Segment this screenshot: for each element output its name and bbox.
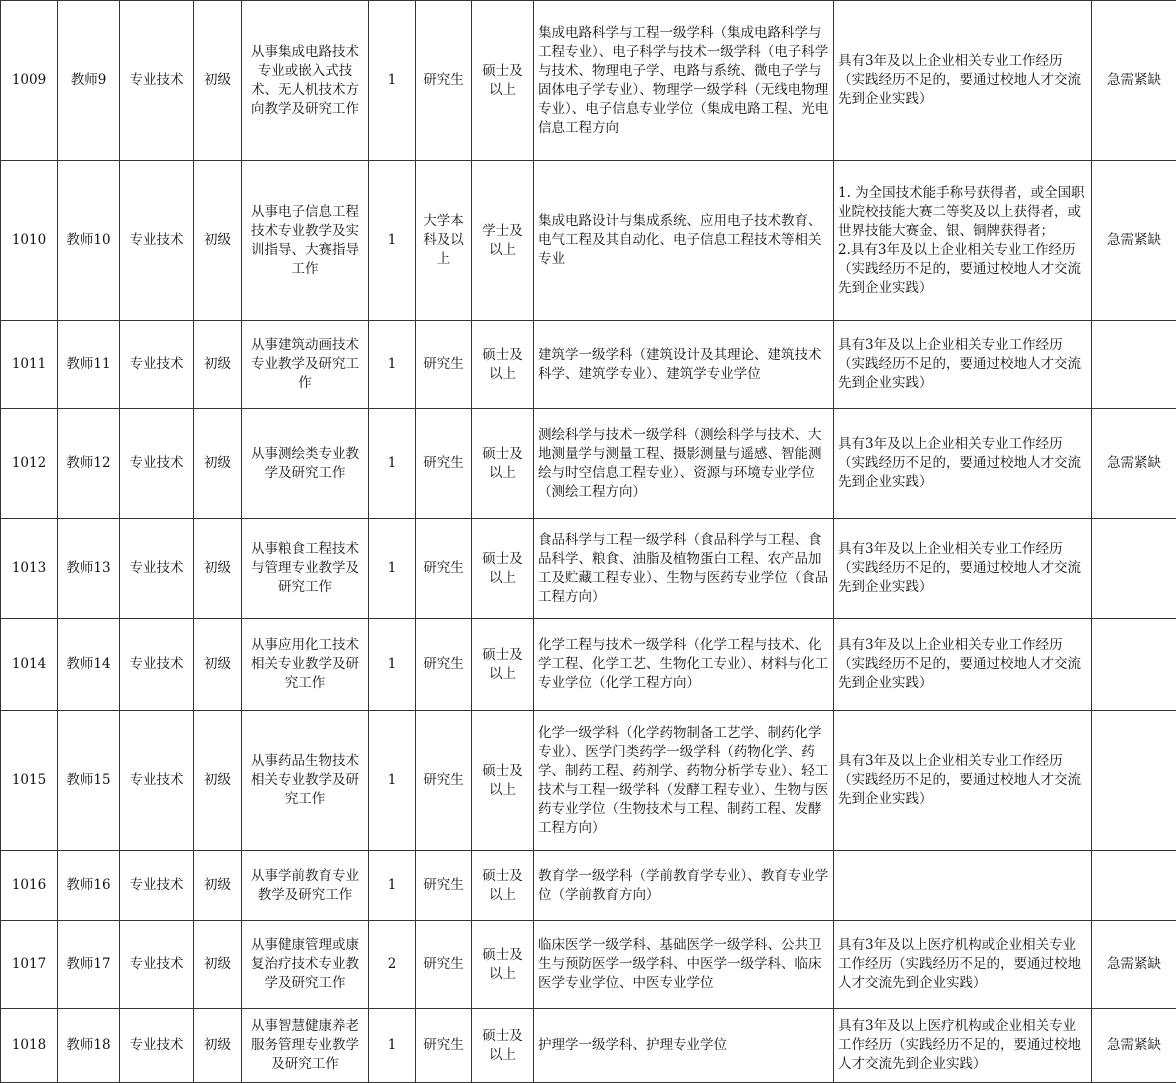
other-requirement: 具有3年及以上企业相关专业工作经历（实践经历不足的，要通过校地人才交流先到企业实践） [834, 1, 1092, 161]
position-category: 专业技术 [120, 851, 194, 921]
position-note [1092, 711, 1176, 851]
position-note: 急需紧缺 [1092, 161, 1176, 321]
degree-requirement: 硕士及以上 [472, 321, 534, 409]
other-requirement: 具有3年及以上企业相关专业工作经历（实践经历不足的，要通过校地人才交流先到企业实践） [834, 321, 1092, 409]
position-level: 初级 [194, 851, 242, 921]
position-category: 专业技术 [120, 921, 194, 1009]
table-row [1, 711, 1176, 851]
position-duty: 从事学前教育专业教学及研究工作 [242, 851, 369, 921]
degree-requirement: 硕士及以上 [472, 519, 534, 619]
major-requirement: 测绘科学与技术一级学科（测绘科学与技术、大地测量学与测量工程、摄影测量与遥感、智能测绘与时空信息工程专业）、资源与环境专业学位（测绘工程方向） [534, 409, 834, 519]
position-name: 教师16 [58, 851, 120, 921]
degree-requirement: 硕士及以上 [472, 1, 534, 161]
degree-requirement: 硕士及以上 [472, 619, 534, 711]
position-code: 1013 [1, 519, 58, 619]
position-category: 专业技术 [120, 1, 194, 161]
position-name: 教师10 [58, 161, 120, 321]
position-name: 教师9 [58, 1, 120, 161]
other-requirement: 1. 为全国技术能手称号获得者，或全国职业院校技能大赛二等奖及以上获得者，或世界技能大赛金、银、铜牌获得者； 2.具有3年及以上企业相关专业工作经历（实践经历不足的，要通过校地人才交流先到企业实践） [834, 161, 1092, 321]
position-duty: 从事药品生物技术相关专业教学及研究工作 [242, 711, 369, 851]
table-row [1, 1, 1176, 161]
position-code: 1010 [1, 161, 58, 321]
table-row [1, 409, 1176, 519]
education-requirement: 研究生 [416, 921, 472, 1009]
position-duty: 从事粮食工程技术与管理专业教学及研究工作 [242, 519, 369, 619]
hiring-count: 1 [369, 161, 416, 321]
position-code: 1015 [1, 711, 58, 851]
position-code: 1009 [1, 1, 58, 161]
major-requirement: 化学工程与技术一级学科（化学工程与技术、化学工程、化学工艺、生物化工专业）、材料与化工专业学位（化学工程方向） [534, 619, 834, 711]
table-body [1, 1, 1176, 1083]
hiring-count: 1 [369, 619, 416, 711]
other-requirement: 具有3年及以上医疗机构或企业相关专业工作经历（实践经历不足的，要通过校地人才交流先到企业实践） [834, 921, 1092, 1009]
position-note [1092, 519, 1176, 619]
degree-requirement: 硕士及以上 [472, 921, 534, 1009]
major-requirement: 化学一级学科（化学药物制备工艺学、制药化学专业）、医学门类药学一级学科（药物化学、药学、制药工程、药剂学、药物分析学专业）、轻工技术与工程一级学科（发酵工程专业）、生物与医药专业学位（生物技术与工程、制药工程、发酵工程方向） [534, 711, 834, 851]
position-name: 教师11 [58, 321, 120, 409]
other-requirement: 具有3年及以上企业相关专业工作经历（实践经历不足的，要通过校地人才交流先到企业实践） [834, 519, 1092, 619]
major-requirement: 教育学一级学科（学前教育学专业）、教育专业学位（学前教育方向） [534, 851, 834, 921]
position-duty: 从事健康管理或康复治疗技术专业教学及研究工作 [242, 921, 369, 1009]
other-requirement: 具有3年及以上企业相关专业工作经历（实践经历不足的，要通过校地人才交流先到企业实践） [834, 619, 1092, 711]
major-requirement: 护理学一级学科、护理专业学位 [534, 1009, 834, 1083]
position-name: 教师15 [58, 711, 120, 851]
position-note [1092, 619, 1176, 711]
position-category: 专业技术 [120, 619, 194, 711]
hiring-count: 1 [369, 321, 416, 409]
position-code: 1016 [1, 851, 58, 921]
position-category: 专业技术 [120, 409, 194, 519]
position-note: 急需紧缺 [1092, 1, 1176, 161]
position-category: 专业技术 [120, 711, 194, 851]
position-note: 急需紧缺 [1092, 921, 1176, 1009]
hiring-count: 1 [369, 409, 416, 519]
hiring-count: 1 [369, 519, 416, 619]
hiring-count: 1 [369, 851, 416, 921]
education-requirement: 大学本科及以上 [416, 161, 472, 321]
degree-requirement: 硕士及以上 [472, 409, 534, 519]
education-requirement: 研究生 [416, 851, 472, 921]
position-category: 专业技术 [120, 1009, 194, 1083]
position-level: 初级 [194, 1, 242, 161]
education-requirement: 研究生 [416, 711, 472, 851]
degree-requirement: 硕士及以上 [472, 1009, 534, 1083]
position-duty: 从事应用化工技术相关专业教学及研究工作 [242, 619, 369, 711]
table-row [1, 1009, 1176, 1083]
education-requirement: 研究生 [416, 409, 472, 519]
major-requirement: 临床医学一级学科、基础医学一级学科、公共卫生与预防医学一级学科、中医学一级学科、临床医学专业学位、中医专业学位 [534, 921, 834, 1009]
education-requirement: 研究生 [416, 1009, 472, 1083]
position-level: 初级 [194, 1009, 242, 1083]
position-note: 急需紧缺 [1092, 409, 1176, 519]
major-requirement: 食品科学与工程一级学科（食品科学与工程、食品科学、粮食、油脂及植物蛋白工程、农产品加工及贮藏工程专业）、生物与医药专业学位（食品工程方向） [534, 519, 834, 619]
table-row [1, 161, 1176, 321]
hiring-count: 1 [369, 1009, 416, 1083]
position-level: 初级 [194, 321, 242, 409]
position-name: 教师12 [58, 409, 120, 519]
other-requirement [834, 851, 1092, 921]
degree-requirement: 硕士及以上 [472, 851, 534, 921]
position-code: 1012 [1, 409, 58, 519]
major-requirement: 建筑学一级学科（建筑设计及其理论、建筑技术科学、建筑学专业）、建筑学专业学位 [534, 321, 834, 409]
education-requirement: 研究生 [416, 519, 472, 619]
table-row [1, 619, 1176, 711]
position-duty: 从事测绘类专业教学及研究工作 [242, 409, 369, 519]
position-category: 专业技术 [120, 321, 194, 409]
position-level: 初级 [194, 711, 242, 851]
position-level: 初级 [194, 161, 242, 321]
major-requirement: 集成电路设计与集成系统、应用电子技术教育、电气工程及其自动化、电子信息工程技术等相关专业 [534, 161, 834, 321]
position-note: 急需紧缺 [1092, 1009, 1176, 1083]
education-requirement: 研究生 [416, 321, 472, 409]
education-requirement: 研究生 [416, 619, 472, 711]
hiring-count: 1 [369, 711, 416, 851]
education-requirement: 研究生 [416, 1, 472, 161]
major-requirement: 集成电路科学与工程一级学科（集成电路科学与工程专业）、电子科学与技术一级学科（电子科学与技术、物理电子学、电路与系统、微电子学与固体电子学专业）、物理学一级学科（无线电物理专业）、电子信息专业学位（集成电路工程、光电信息工程方向 [534, 1, 834, 161]
position-level: 初级 [194, 519, 242, 619]
position-name: 教师14 [58, 619, 120, 711]
hiring-count: 1 [369, 1, 416, 161]
table-row [1, 851, 1176, 921]
position-name: 教师13 [58, 519, 120, 619]
other-requirement: 具有3年及以上企业相关专业工作经历（实践经历不足的，要通过校地人才交流先到企业实践） [834, 711, 1092, 851]
position-code: 1011 [1, 321, 58, 409]
position-note [1092, 851, 1176, 921]
table-row [1, 921, 1176, 1009]
degree-requirement: 硕士及以上 [472, 711, 534, 851]
position-category: 专业技术 [120, 161, 194, 321]
other-requirement: 具有3年及以上医疗机构或企业相关专业工作经历（实践经历不足的，要通过校地人才交流先到企业实践） [834, 1009, 1092, 1083]
table-row [1, 321, 1176, 409]
position-level: 初级 [194, 619, 242, 711]
position-code: 1017 [1, 921, 58, 1009]
position-level: 初级 [194, 921, 242, 1009]
position-category: 专业技术 [120, 519, 194, 619]
position-level: 初级 [194, 409, 242, 519]
position-note [1092, 321, 1176, 409]
position-duty: 从事智慧健康养老服务管理专业教学及研究工作 [242, 1009, 369, 1083]
position-duty: 从事建筑动画技术专业教学及研究工作 [242, 321, 369, 409]
position-code: 1018 [1, 1009, 58, 1083]
position-name: 教师17 [58, 921, 120, 1009]
hiring-count: 2 [369, 921, 416, 1009]
position-name: 教师18 [58, 1009, 120, 1083]
position-code: 1014 [1, 619, 58, 711]
degree-requirement: 学士及以上 [472, 161, 534, 321]
position-duty: 从事集成电路技术专业或嵌入式技术、无人机技术方向教学及研究工作 [242, 1, 369, 161]
position-duty: 从事电子信息工程技术专业教学及实训指导、大赛指导工作 [242, 161, 369, 321]
other-requirement: 具有3年及以上企业相关专业工作经历（实践经历不足的，要通过校地人才交流先到企业实践） [834, 409, 1092, 519]
table-row [1, 519, 1176, 619]
